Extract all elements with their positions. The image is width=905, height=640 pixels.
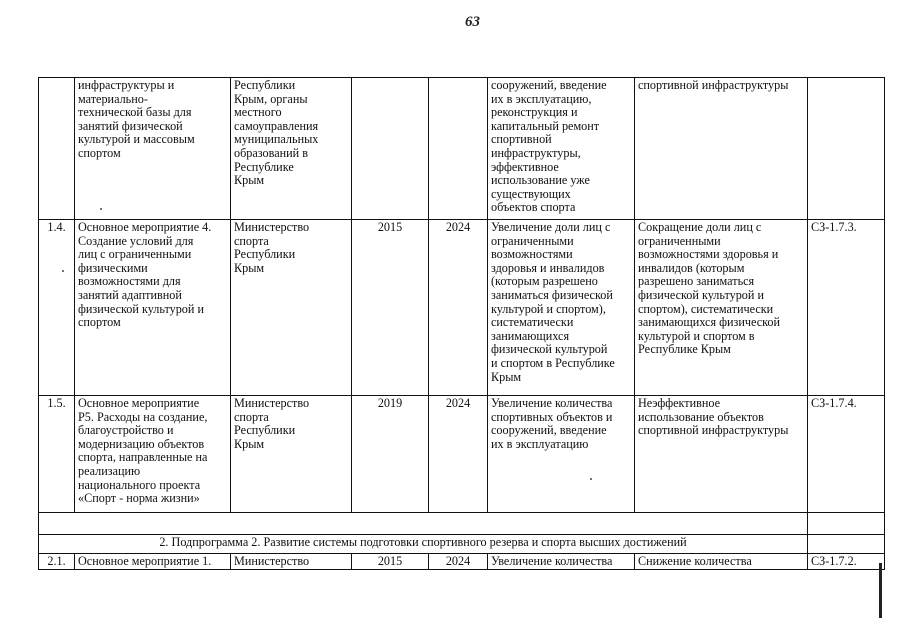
- row-number: 1.4.: [39, 220, 75, 396]
- start-year-cell: [352, 78, 429, 220]
- table-row: [39, 396, 885, 513]
- activity-cell: инфраструктуры и материально- технической базы для занятий физической культурой и массовым спортом: [75, 78, 231, 220]
- table-row: [39, 513, 885, 535]
- result-cell: Увеличение количества: [488, 554, 635, 570]
- end-year-cell: 2024: [429, 220, 488, 396]
- scan-speck: [590, 478, 592, 480]
- blank-cell: [808, 535, 885, 554]
- consequence-cell: Сокращение доли лиц с ограниченными возможностями здоровья и инвалидов (которым разрешено заниматься физической культурой и спортом), систематически занимающихся физической культурой и спортом в Республике Крым: [635, 220, 808, 396]
- link-cell: [808, 78, 885, 220]
- start-year-cell: 2015: [352, 554, 429, 570]
- end-year-cell: 2024: [429, 554, 488, 570]
- table-row: [39, 220, 885, 396]
- table-row: [39, 78, 885, 220]
- start-year-cell: 2015: [352, 220, 429, 396]
- executor-cell: Министерство спорта Республики Крым: [231, 396, 352, 513]
- table-row: [39, 554, 885, 570]
- result-cell: Увеличение доли лиц с ограниченными возможностями здоровья и инвалидов (которым разрешено заниматься физической культурой и спортом), систематически занимающихся физической культурой и спортом в Республике Крым: [488, 220, 635, 396]
- subprogram-row: [39, 535, 885, 554]
- link-cell: СЗ-1.7.2.: [808, 554, 885, 570]
- scan-speck: [100, 208, 102, 210]
- consequence-cell: Снижение количества: [635, 554, 808, 570]
- end-year-cell: 2024: [429, 396, 488, 513]
- activity-cell: Основное мероприятие 4. Создание условий для лиц с ограниченными физическими возможностями для занятий адаптивной физической культурой и спортом: [75, 220, 231, 396]
- row-number: 1.5.: [39, 396, 75, 513]
- subprogram-heading: 2. Подпрограмма 2. Развитие системы подготовки спортивного резерва и спорта высших достижений: [39, 535, 808, 554]
- row-number: 2.1.: [39, 554, 75, 570]
- blank-cell: [39, 513, 808, 535]
- link-cell: СЗ-1.7.3.: [808, 220, 885, 396]
- result-cell: сооружений, введение их в эксплуатацию, реконструкция и капитальный ремонт спортивной инфраструктуры, эффективное использование уже существующих объектов спорта: [488, 78, 635, 220]
- executor-cell: Республики Крым, органы местного самоуправления муниципальных образований в Республике Крым: [231, 78, 352, 220]
- page-number: 63: [465, 14, 480, 30]
- result-cell: Увеличение количества спортивных объектов и сооружений, введение их в эксплуатацию: [488, 396, 635, 513]
- start-year-cell: 2019: [352, 396, 429, 513]
- activity-cell: Основное мероприятие 1.: [75, 554, 231, 570]
- executor-cell: Министерство: [231, 554, 352, 570]
- blank-cell: [808, 513, 885, 535]
- link-cell: СЗ-1.7.4.: [808, 396, 885, 513]
- scan-edge-mark: [879, 563, 882, 618]
- executor-cell: Министерство спорта Республики Крым: [231, 220, 352, 396]
- scan-speck: [62, 270, 64, 272]
- consequence-cell: спортивной инфраструктуры: [635, 78, 808, 220]
- row-number: [39, 78, 75, 220]
- activity-cell: Основное мероприятие Р5. Расходы на создание, благоустройство и модернизацию объектов спорта, направленные на реализацию национального проекта «Спорт - норма жизни»: [75, 396, 231, 513]
- program-table: [38, 77, 885, 570]
- end-year-cell: [429, 78, 488, 220]
- consequence-cell: Неэффективное использование объектов спортивной инфраструктуры: [635, 396, 808, 513]
